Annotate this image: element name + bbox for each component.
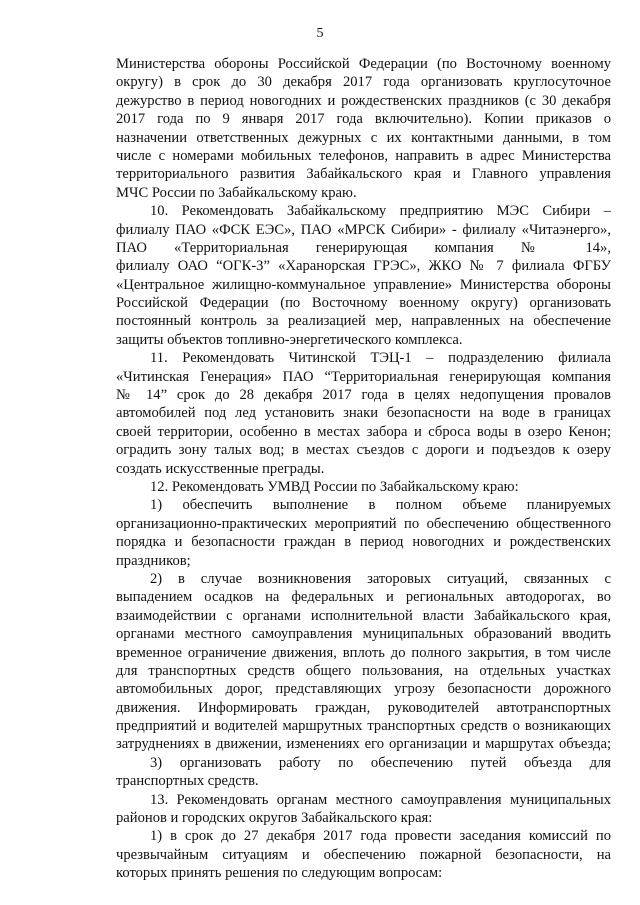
text-line: движения. Информировать граждан, руководителей автотранспортных — [116, 699, 611, 716]
text-line: праздников; — [116, 552, 191, 569]
text-line: филиалу ПАО «ФСК ЕЭС», ПАО «МРСК Сибири» - филиалу «Читаэнерго», — [116, 221, 611, 238]
text-line: автомобильных дорог, представляющих угрозу безопасности дорожного — [116, 681, 611, 698]
text-line: районов и городских округов Забайкальского края: — [116, 810, 433, 827]
text-line: затруднениях в движении, изменениях его организации и маршрутах объезда; — [116, 736, 611, 753]
text-line: которых принять решения по следующим вопросам: — [116, 865, 443, 882]
text-line: своей территории, особенно в местах забора и сброса воды в озеро Кенон; — [116, 423, 611, 440]
text-line: 12. Рекомендовать УМВД России по Забайкальскому краю: — [150, 478, 519, 495]
text-line: территориального развития Забайкальского края и Главного управления — [116, 166, 611, 183]
text-line: 1) в срок до 27 декабря 2017 года провести заседания комиссий по — [150, 828, 611, 845]
text-line: оградить зону талых вод; в местах съездов с дороги и подъездов к озеру — [116, 442, 611, 459]
text-line: органами местного самоуправления муниципальных образований вводить — [116, 626, 611, 643]
text-line: постоянный контроль за реализацией мер, направленных на обеспечение — [116, 313, 611, 330]
text-line: филиалу ОАО “ОГК-3” «Харанорская ГРЭС», ЖКО № 7 филиала ФГБУ — [116, 258, 611, 275]
text-line: 2) в случае возникновения заторовых ситуаций, связанных с — [150, 570, 611, 587]
text-line: для транспортных средств общего пользования, на отдельных участках — [116, 662, 611, 679]
text-line: назначении ответственных дежурных с их контактными данными, в том — [116, 129, 611, 146]
text-line: 3) организовать работу по обеспечению путей объезда для — [150, 754, 611, 771]
text-line: 1) обеспечить выполнение в полном объеме планируемых — [150, 497, 611, 514]
text-line: 11. Рекомендовать Читинской ТЭЦ-1 – подразделению филиала — [150, 350, 611, 367]
text-line: транспортных средств. — [116, 773, 259, 790]
text-line: «Читинская Генерация» ПАО “Территориальная генерирующая компания — [116, 368, 611, 385]
text-line: 13. Рекомендовать органам местного самоуправления муниципальных — [150, 791, 611, 808]
text-line: числе с номерами мобильных телефонов, направить в адрес Министерства — [116, 147, 611, 164]
text-line: Министерства обороны Российской Федерации (по Восточному военному — [116, 56, 611, 72]
document-body — [116, 55, 611, 883]
text-line: создать искусственные преграды. — [116, 460, 325, 477]
text-line: порядка и безопасности граждан в период новогодних и рождественских — [116, 534, 611, 551]
text-line: чрезвычайным ситуациям и обеспечению пожарной безопасности, на — [116, 846, 611, 863]
text-line: «Центральное жилищно-коммунальное управление» Министерства обороны — [116, 276, 611, 293]
text-line: округу) в срок до 30 декабря 2017 года организовать круглосуточное — [116, 74, 611, 91]
text-line: предприятий и водителей маршрутных транспортных средств о возникающих — [116, 718, 611, 735]
text-line: МЧС России по Забайкальскому краю. — [116, 184, 357, 201]
text-line: автомобилей под лед установить знаки безопасности на воде в границах — [116, 405, 611, 422]
text-line: выпадением осадков на федеральных и региональных автодорогах, во — [116, 589, 611, 606]
text-line: № 14” срок до 28 декабря 2017 года в целях недопущения провалов — [116, 387, 611, 404]
text-line: защиты объектов топливно-энергетического комплекса. — [116, 331, 463, 348]
text-line: временное ограничение движения, вплоть до полного закрытия, в том числе — [116, 644, 611, 661]
text-line: 2017 года по 9 января 2017 года включительно). Копии приказов о — [116, 111, 611, 128]
text-line: Российской Федерации (по Восточному военному округу) организовать — [116, 295, 611, 312]
text-line: взаимодействии с органами исполнительной власти Забайкальского края, — [116, 607, 611, 624]
text-line: 10. Рекомендовать Забайкальскому предприятию МЭС Сибири – — [150, 203, 611, 220]
text-line: организационно-практических мероприятий по обеспечению общественного — [116, 515, 611, 532]
page-number: 5 — [316, 26, 324, 41]
text-line: дежурство в период новогодних и рождественских праздников (с 30 декабря — [116, 92, 611, 109]
text-line: ПАО «Территориальная генерирующая компания № 14», — [116, 239, 611, 256]
